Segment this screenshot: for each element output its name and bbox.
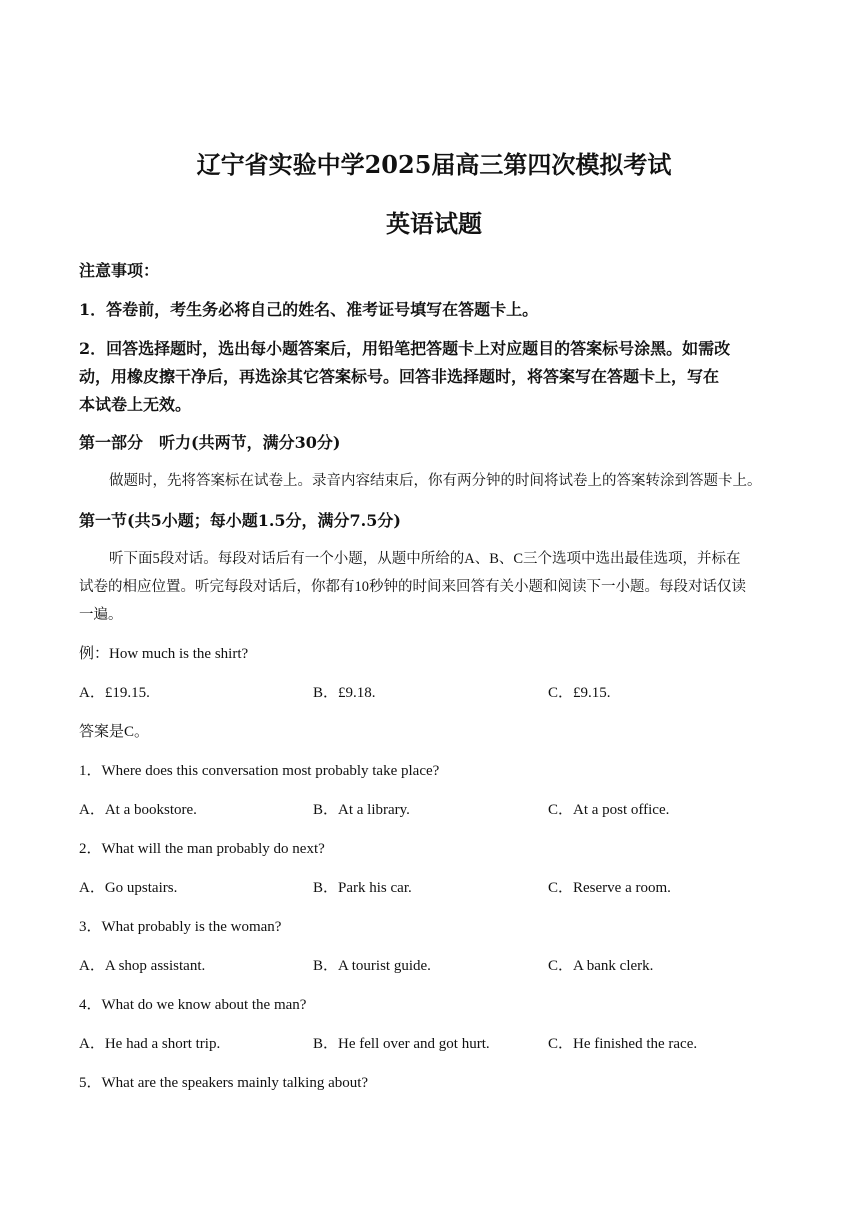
question-4: 4．What do we know about the man? xyxy=(79,997,307,1013)
question-4-option-a: A．He had a short trip. xyxy=(79,1036,221,1052)
section1-heading: 第一节(共5小题；每小题1.5分，满分7.5分) xyxy=(79,511,401,530)
question-2-option-a: A．Go upstairs. xyxy=(79,880,178,896)
example-option-c: C．£9.15. xyxy=(548,685,611,701)
example-option-a: A．£19.15. xyxy=(79,685,150,701)
notice-heading: 注意事项： xyxy=(79,261,160,280)
notice-item-2-line2: 动，用橡皮擦干净后，再选涂其它答案标号。回答非选择题时，将答案写在答题卡上，写在 xyxy=(79,367,720,386)
question-4-option-b: B．He fell over and got hurt. xyxy=(313,1036,490,1052)
example-answer: 答案是C。 xyxy=(79,724,150,740)
section1-intro-line1: 听下面5段对话。每段对话后有一个小题，从题中所给的A、B、C三个选项中选出最佳选项，并标在 xyxy=(109,551,741,567)
question-3-option-c: C．A bank clerk. xyxy=(548,958,654,974)
notice-item-2-line3: 本试卷上无效。 xyxy=(79,395,192,414)
question-1-option-b: B．At a library. xyxy=(313,802,410,818)
question-2: 2．What will the man probably do next? xyxy=(79,841,325,857)
section1-intro-line3: 一遍。 xyxy=(79,607,123,623)
section1-intro-line2: 试卷的相应位置。听完每段对话后，你都有10秒钟的时间来回答有关小题和阅读下一小题。每段对话仅读 xyxy=(79,579,746,595)
part1-heading: 第一部分 听力(共两节，满分30分) xyxy=(79,433,341,452)
question-2-option-b: B．Park his car. xyxy=(313,880,412,896)
example-question: 例：How much is the shirt? xyxy=(79,646,249,662)
question-1-option-c: C．At a post office. xyxy=(548,802,670,818)
example-option-b: B．£9.18. xyxy=(313,685,376,701)
question-3-option-b: B．A tourist guide. xyxy=(313,958,431,974)
question-3-option-a: A．A shop assistant. xyxy=(79,958,206,974)
question-1-option-a: A．At a bookstore. xyxy=(79,802,197,818)
notice-item-1: 1．答卷前，考生务必将自己的姓名、准考证号填写在答题卡上。 xyxy=(79,300,539,319)
question-5: 5．What are the speakers mainly talking about? xyxy=(79,1075,369,1091)
exam-title: 辽宁省实验中学2025届高三第四次模拟考试 xyxy=(196,150,672,179)
question-2-option-c: C．Reserve a room. xyxy=(548,880,671,896)
question-4-option-c: C．He finished the race. xyxy=(548,1036,698,1052)
part1-intro: 做题时，先将答案标在试卷上。录音内容结束后，你有两分钟的时间将试卷上的答案转涂到答题卡上。 xyxy=(109,473,762,489)
notice-item-2-line1: 2．回答选择题时，选出每小题答案后，用铅笔把答题卡上对应题目的答案标号涂黑。如需改 xyxy=(79,339,731,358)
question-3: 3．What probably is the woman? xyxy=(79,919,282,935)
exam-subtitle: 英语试题 xyxy=(386,209,482,238)
question-1: 1．Where does this conversation most probably take place? xyxy=(79,763,440,779)
